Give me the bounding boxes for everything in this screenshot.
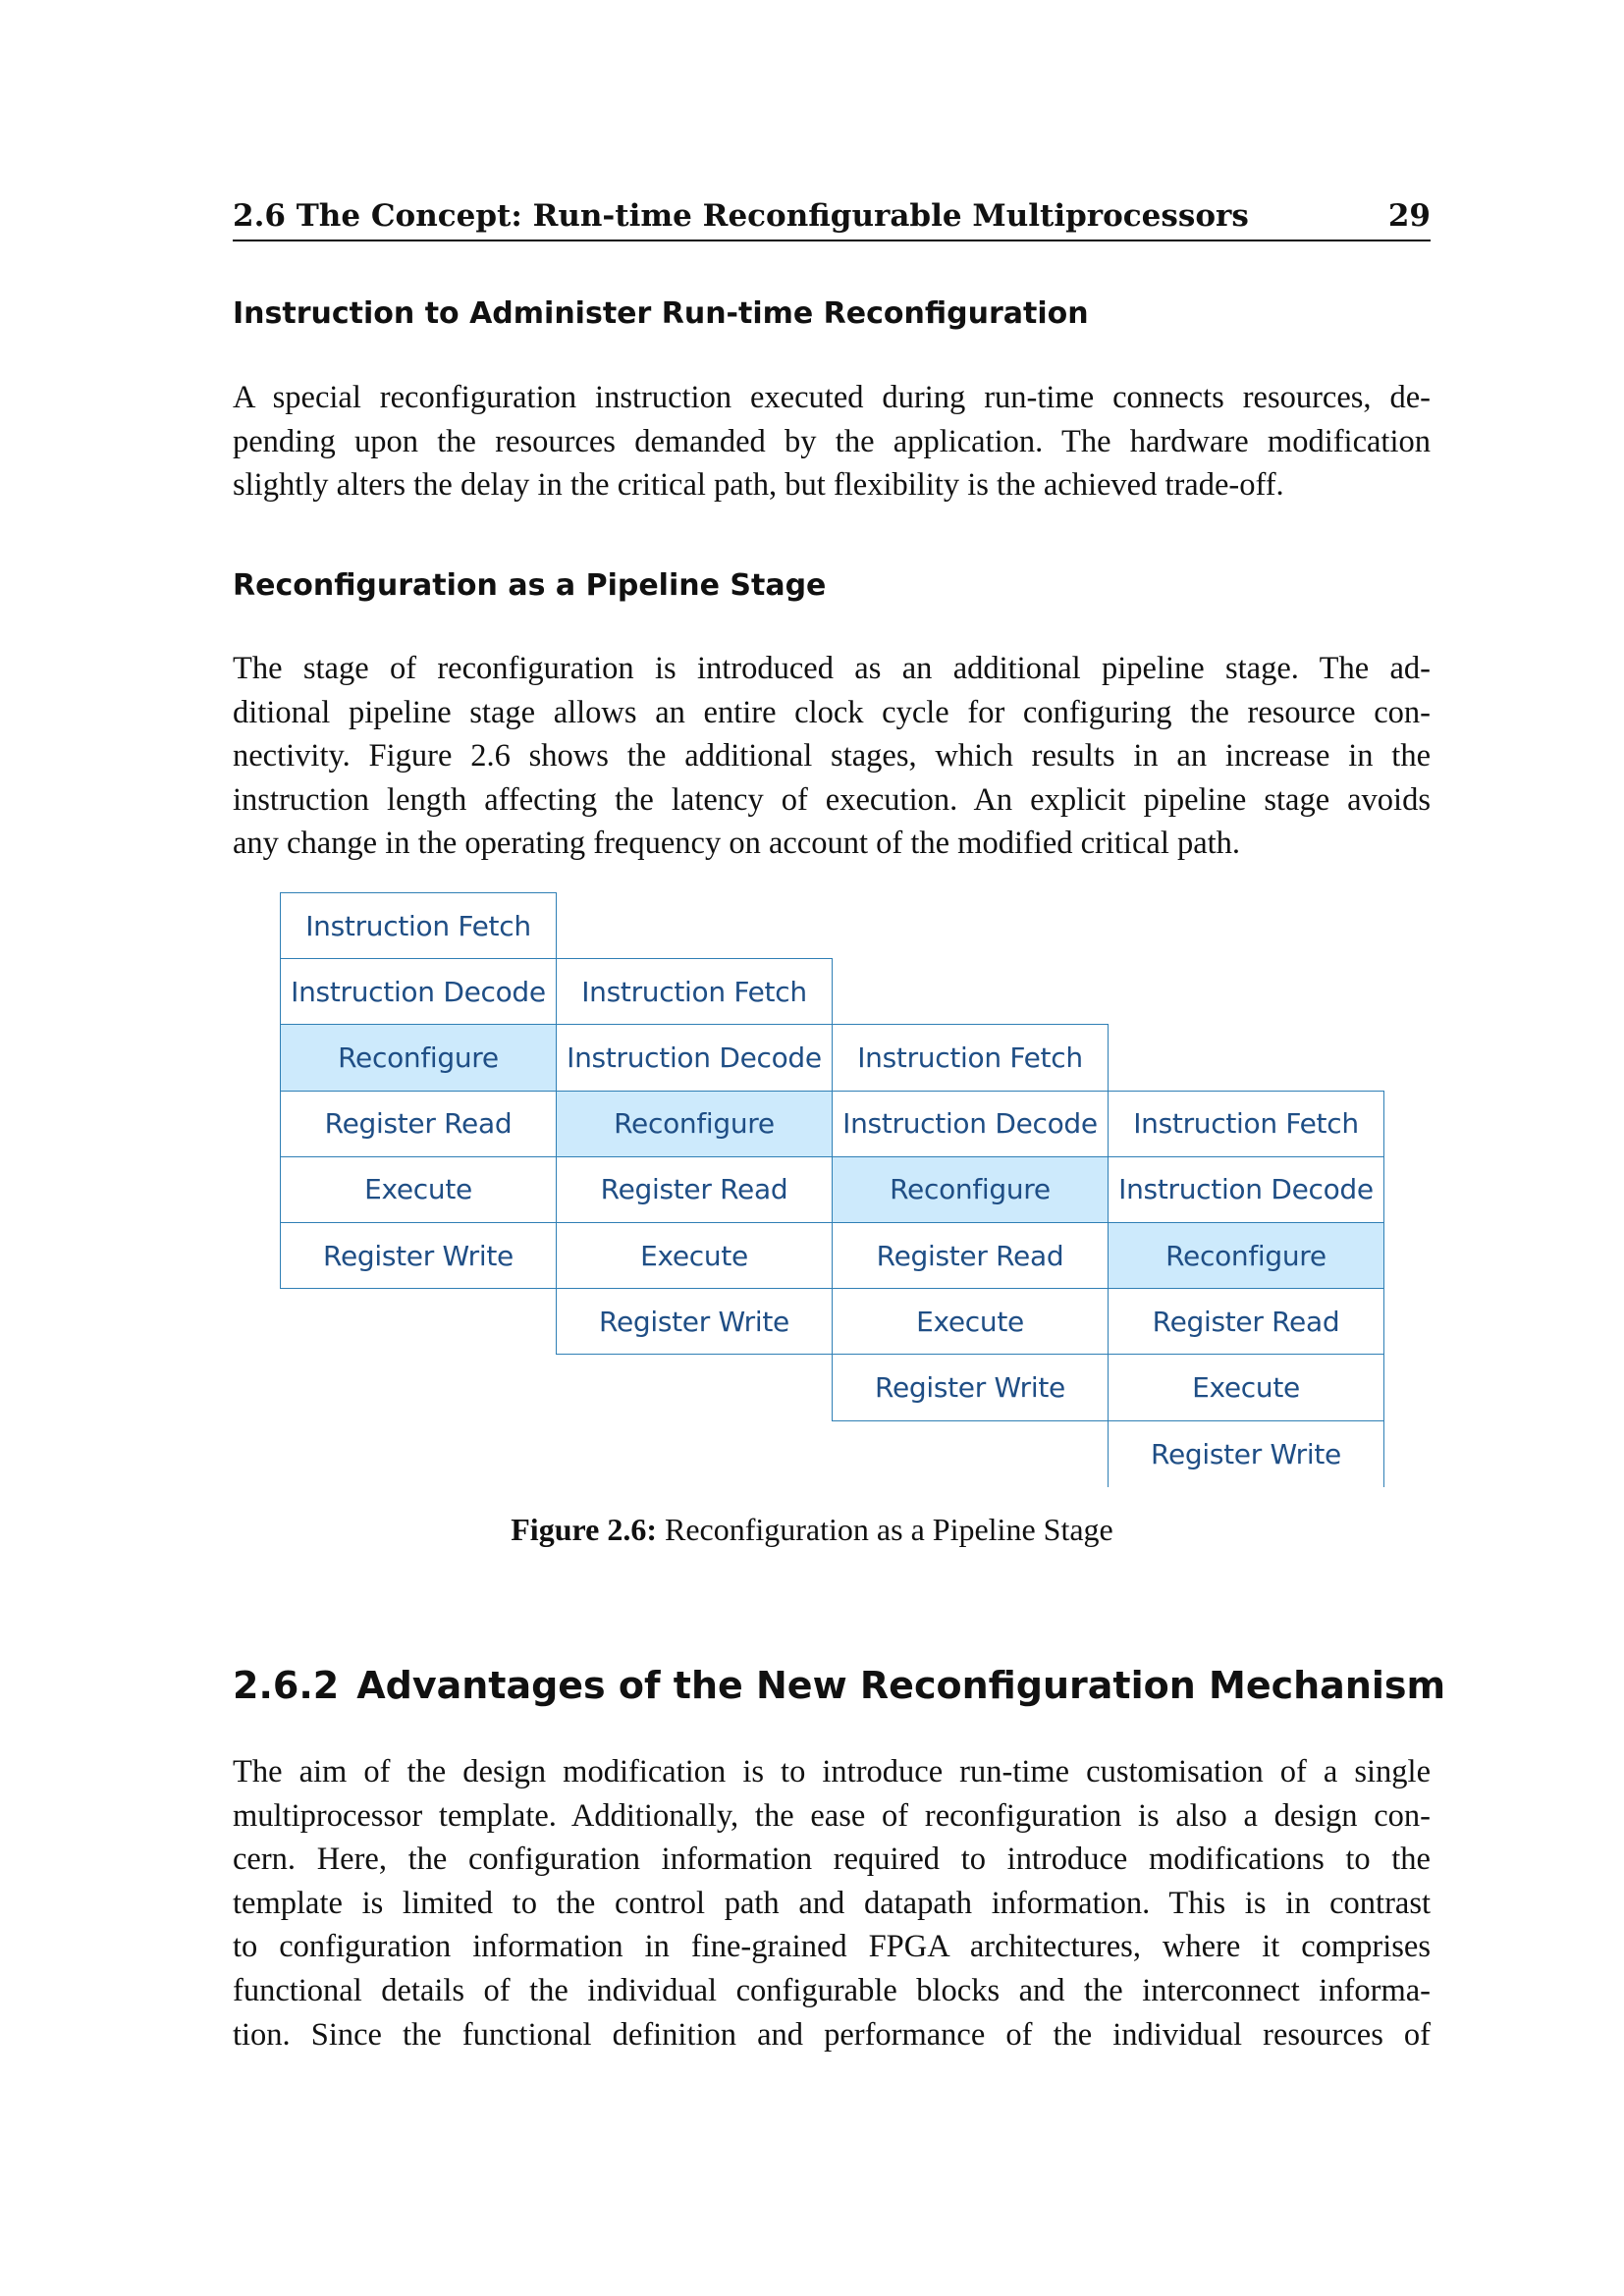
text-line: tion. Since the functional definition and performance of the individual resources of <box>233 2016 1431 2053</box>
text-line: template is limited to the control path and datapath information. This is in contrast <box>233 1885 1431 1921</box>
text-line: ditional pipeline stage allows an entire clock cycle for configuring the resource con- <box>233 694 1431 730</box>
pipeline-stage-register-read: Register Read <box>556 1156 833 1223</box>
section-number: 2.6.2 <box>233 1664 340 1707</box>
paragraph-pipeline <box>233 647 1431 866</box>
pipeline-stage-instruction-decode: Instruction Decode <box>280 958 557 1025</box>
pipeline-stage-register-write: Register Write <box>280 1222 557 1289</box>
pipeline-stage-instruction-decode: Instruction Decode <box>1108 1156 1384 1223</box>
text-line: to configuration information in fine-grained FPGA architectures, where it comprises <box>233 1929 1431 1965</box>
pipeline-stage-register-read: Register Read <box>832 1222 1109 1289</box>
text-line: The stage of reconfiguration is introduced as an additional pipeline stage. The ad- <box>233 651 1431 686</box>
text-line: The aim of the design modification is to introduce run-time customisation of a single <box>233 1754 1431 1789</box>
pipeline-stage-register-write: Register Write <box>832 1354 1109 1420</box>
figure-caption-text: Reconfiguration as a Pipeline Stage <box>656 1512 1113 1547</box>
text-line: multiprocessor template. Additionally, the ease of reconfiguration is also a design con- <box>233 1797 1431 1834</box>
pipeline-stage-instruction-fetch: Instruction Fetch <box>280 892 557 959</box>
text-line: nectivity. Figure 2.6 shows the additional stages, which results in an increase in the <box>233 738 1431 774</box>
pipeline-stage-instruction-fetch: Instruction Fetch <box>556 958 833 1025</box>
running-head <box>233 196 1431 241</box>
pipeline-stage-instruction-decode: Instruction Decode <box>832 1091 1109 1157</box>
pipeline-stage-reconfigure: Reconfigure <box>556 1091 833 1157</box>
pipeline-stage-execute: Execute <box>1108 1354 1384 1420</box>
paragraph-advantages <box>233 1750 1431 2056</box>
pipeline-stage-register-read: Register Read <box>280 1091 557 1157</box>
text-line: pending upon the resources demanded by the application. The hardware modification <box>233 423 1431 459</box>
subsection-heading-instruction: Instruction to Administer Run-time Reconfiguration <box>233 296 1089 331</box>
pipeline-stage-reconfigure: Reconfigure <box>832 1156 1109 1223</box>
pipeline-stage-instruction-fetch: Instruction Fetch <box>1108 1091 1384 1157</box>
section-title: Advantages of the New Reconfiguration Mechanism <box>356 1664 1446 1707</box>
text-line: any change in the operating frequency on account of the modified critical path. <box>233 826 1241 862</box>
text-line: slightly alters the delay in the critical path, but flexibility is the achieved trade-off. <box>233 467 1284 504</box>
pipeline-stage-register-write: Register Write <box>556 1288 833 1355</box>
pipeline-stage-register-write: Register Write <box>1108 1420 1384 1487</box>
pipeline-stage-instruction-fetch: Instruction Fetch <box>832 1024 1109 1091</box>
pipeline-stage-reconfigure: Reconfigure <box>280 1024 557 1091</box>
figure-caption <box>0 1512 1624 1548</box>
pipeline-stage-instruction-decode: Instruction Decode <box>556 1024 833 1091</box>
text-line: functional details of the individual configurable blocks and the interconnect informa- <box>233 1972 1431 2008</box>
text-line: instruction length affecting the latency of execution. An explicit pipeline stage avoids <box>233 781 1431 818</box>
text-line: A special reconfiguration instruction executed during run-time connects resources, de- <box>233 380 1431 415</box>
pipeline-stage-execute: Execute <box>280 1156 557 1223</box>
subsection-heading-pipeline: Reconfiguration as a Pipeline Stage <box>233 568 827 603</box>
page-number: 29 <box>1387 198 1431 234</box>
pipeline-stage-reconfigure: Reconfigure <box>1108 1222 1384 1289</box>
figure-caption-label: Figure 2.6: <box>511 1512 657 1547</box>
section-heading-2-6-2 <box>233 1664 1445 1707</box>
text-line: cern. Here, the configuration information required to introduce modifications to the <box>233 1842 1431 1878</box>
pipeline-stage-register-read: Register Read <box>1108 1288 1384 1355</box>
paragraph-instruction <box>233 376 1431 507</box>
running-head-title: 2.6 The Concept: Run-time Reconfigurable Multiprocessors <box>233 198 1249 234</box>
pipeline-stage-execute: Execute <box>556 1222 833 1289</box>
pipeline-stage-execute: Execute <box>832 1288 1109 1355</box>
